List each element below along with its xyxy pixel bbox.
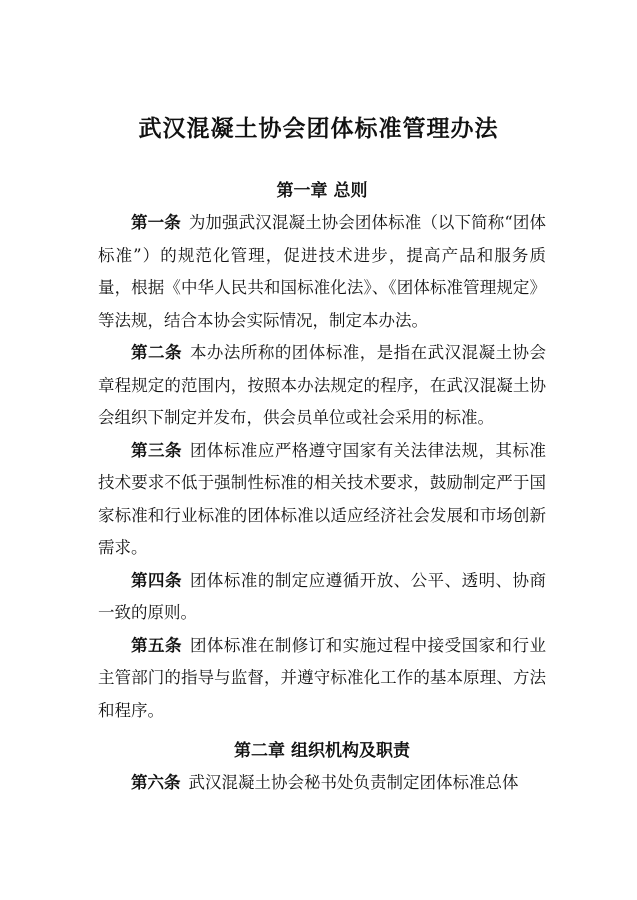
article-number: 第三条 <box>131 440 182 460</box>
article-number: 第一条 <box>131 213 181 232</box>
article-paragraph <box>98 767 546 800</box>
article-number: 第六条 <box>131 773 181 792</box>
article-number: 第二条 <box>131 343 182 362</box>
chapter-heading: 第二章 组织机构及职责 <box>234 741 410 761</box>
document-body <box>98 175 546 800</box>
article-text: 团体标准在制修订和实施过程中接受国家和行业主管部门的指导与监督，并遵守标准化工作的基本原理、方法和程序。 <box>98 635 547 720</box>
article-text: 团体标准应严格遵守国家有关法律法规，其标准技术要求不低于强制性标准的相关技术要求，鼓励制定严于国家标准和行业标准的团体标准以适应经济社会发展和市场创新需求。 <box>98 440 547 557</box>
article-number: 第五条 <box>131 635 182 655</box>
article-text: 本办法所称的团体标准，是指在武汉混凝土协会章程规定的范围内，按照本办法规定的程序，在武汉混凝土协会组织下制定并发布，供会员单位或社会采用的标准。 <box>98 343 547 427</box>
article-number: 第四条 <box>131 570 182 590</box>
article-paragraph <box>98 435 546 565</box>
article-text: 团体标准的制定应遵循开放、公平、透明、协商一致的原则。 <box>98 570 547 622</box>
article-text: 武汉混凝土协会秘书处负责制定团体标准总体 <box>188 773 519 792</box>
article-paragraph <box>98 565 546 630</box>
article-paragraph <box>98 207 546 337</box>
article-paragraph <box>98 630 546 728</box>
article-text: 为加强武汉混凝土协会团体标准（以下简称“团体标准”）的规范化管理，促进技术进步，提高产品和服务质量，根据《中华人民共和国标准化法》、《团体标准管理规定》等法规，结合本协会实际情况，制定本办法。 <box>98 213 547 330</box>
article-paragraph <box>98 337 546 435</box>
document-title: 武汉混凝土协会团体标准管理办法 <box>138 116 499 142</box>
chapter-heading: 第一章 总则 <box>276 181 368 201</box>
